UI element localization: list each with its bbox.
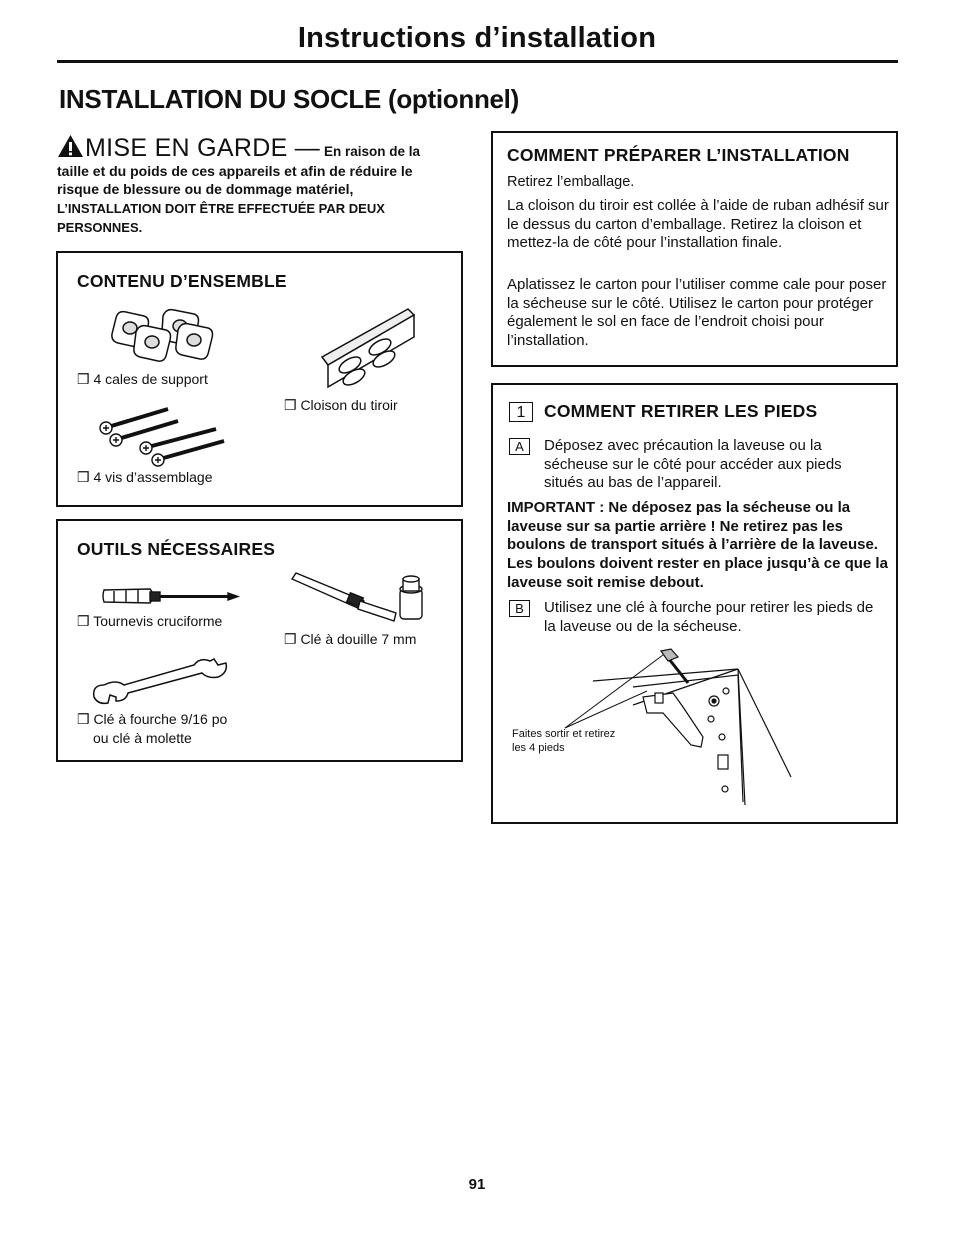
open-end-wrench-illustration — [90, 657, 230, 707]
page-number: 91 — [468, 1176, 486, 1193]
kit-contents-box — [56, 251, 463, 507]
tool-item-screwdriver: ❒ Tournevis cruciforme — [77, 613, 223, 629]
tool-item-wrench-line1: ❒ Clé à fourche 9/16 po — [77, 711, 228, 727]
socket-wrench-illustration — [288, 571, 428, 631]
diagram-caption-line1: Faites sortir et retirez — [512, 728, 616, 740]
phillips-screwdriver-illustration — [100, 581, 240, 611]
tools-title: OUTILS NÉCESSAIRES — [77, 539, 276, 559]
drawer-divider-illustration — [320, 307, 420, 392]
kit-contents-title: CONTENU D’ENSEMBLE — [77, 271, 287, 291]
tool-item-wrench-line2: ou clé à molette — [93, 730, 192, 746]
tool-item-socket-wrench: ❒ Clé à douille 7 mm — [284, 631, 417, 647]
step-a-text: Déposez avec précaution la laveuse ou la sécheuse sur le côté pour accéder aux pieds situés au bas de l’appareil. — [544, 437, 842, 491]
step-number-badge: 1 — [509, 402, 533, 422]
step-a-badge: A — [509, 438, 530, 455]
support-pads-illustration — [108, 308, 228, 368]
section-title: INSTALLATION DU SOCLE (optionnel) — [59, 84, 519, 114]
warning-triangle-icon — [57, 134, 84, 158]
caution-heading: MISE EN GARDE — — [85, 134, 321, 162]
caution-caps-text: L’INSTALLATION DOIT ÊTRE EFFECTUÉE PAR DEUX PERSONNES. — [57, 200, 385, 235]
step-b-badge: B — [509, 600, 530, 617]
caution-line1: En raison de la — [323, 144, 421, 159]
important-notice: IMPORTANT : Ne déposez pas la sécheuse ou la laveuse sur sa partie arrière ! Ne retirez pas les boulons de transport situés à l’arrière de la laveuse. Les boulons doivent rester en place jusqu’à ce que la laveuse soit remise debout. — [507, 499, 888, 591]
remove-feet-box — [491, 383, 898, 824]
title-divider — [57, 60, 898, 63]
kit-item-support-pads: ❒ 4 cales de support — [77, 371, 208, 387]
tools-box — [56, 519, 463, 762]
diagram-caption-line2: les 4 pieds — [512, 742, 565, 754]
screws-illustration — [98, 403, 228, 468]
remove-feet-title: COMMENT RETIRER LES PIEDS — [544, 401, 818, 421]
page-title: Instructions d’installation — [297, 22, 657, 54]
kit-item-screws: ❒ 4 vis d’assemblage — [77, 469, 213, 485]
caution-text: taille et du poids de ces appareils et afin de réduire le risque de blessure ou de dommage matériel, — [57, 162, 413, 197]
kit-item-drawer-divider: ❒ Cloison du tiroir — [284, 397, 398, 413]
prepare-title: COMMENT PRÉPARER L’INSTALLATION — [507, 145, 850, 165]
prepare-step-1: Retirez l’emballage. — [507, 174, 635, 190]
prepare-installation-box — [491, 131, 898, 367]
step-b-text: Utilisez une clé à fourche pour retirer les pieds de la laveuse ou de la sécheuse. — [544, 599, 874, 635]
prepare-step-3: Aplatissez le carton pour l’utiliser comme cale pour poser la sécheuse sur le côté. Utilisez le carton pour protéger également le sol en face de l’endroit choisi pour l’installation. — [507, 276, 887, 349]
prepare-step-2: La cloison du tiroir est collée à l’aide de ruban adhésif sur le dessus du carton d’emballage. Retirez la cloison et mettez-la de côté pour l’installation finale. — [507, 197, 889, 251]
caution-notice — [57, 134, 449, 238]
